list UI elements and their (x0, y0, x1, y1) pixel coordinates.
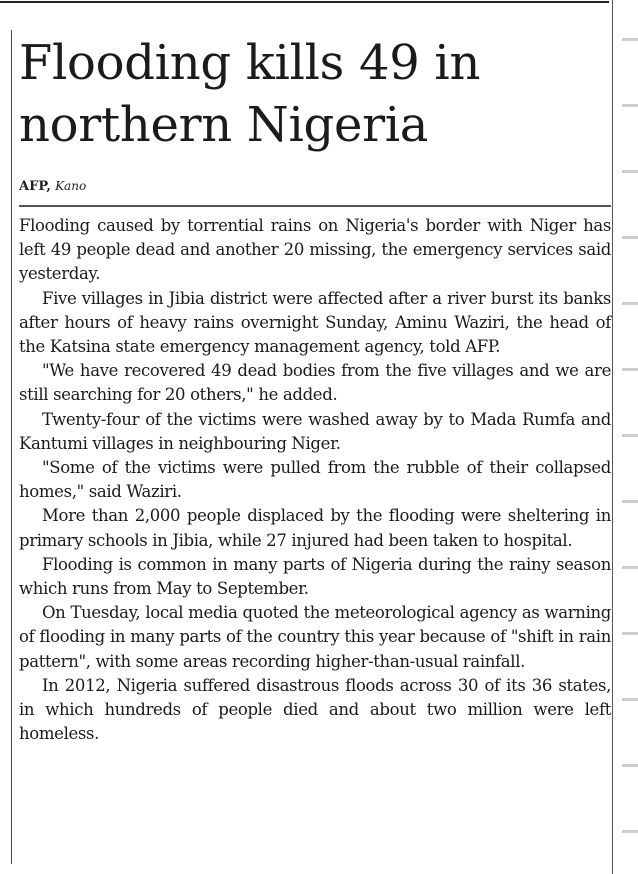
paragraph: Twenty-four of the victims were washed away by to Mada Rumfa and Kantumi villages in neighbouring Niger. (19, 409, 611, 453)
byline (19, 178, 86, 195)
paragraph: More than 2,000 people displaced by the flooding were sheltering in primary schools in Jibia, while 27 injured had been taken to hospital. (19, 506, 611, 550)
paragraph: "Some of the victims were pulled from the rubble of their collapsed homes," said Waziri. (19, 458, 611, 502)
byline-rule (19, 205, 611, 207)
paragraph: Flooding is common in many parts of Nigeria during the rainy season which runs from May to September. (19, 554, 611, 599)
paragraph: On Tuesday, local media quoted the meteorological agency as warning of flooding in many parts of the country this year because of "shift in rain pattern", with some areas recording higher-than-usual rainfall. (19, 603, 611, 671)
paragraph: Five villages in Jibia district were affected after a river burst its banks after hours of heavy rains overnight Sunday, Aminu Waziri, the head of the Katsina state emergency management agency, told AFP. (19, 288, 611, 357)
paragraph: Flooding caused by torrential rains on Nigeria's border with Niger has left 49 people dead and another 20 missing, the emergency services said yesterday. (19, 216, 611, 284)
byline-agency: AFP, (19, 179, 51, 194)
paragraph: In 2012, Nigeria suffered disastrous floods across 30 of its 36 states, in which hundreds of people died and about two million were left homeless. (19, 675, 611, 744)
headline: Flooding kills 49 in northern Nigeria (19, 35, 481, 153)
column-rule-right (612, 0, 613, 874)
byline-place: Kano (55, 179, 87, 193)
adjacent-column-edge (622, 0, 638, 874)
paragraph: "We have recovered 49 dead bodies from the five villages and we are still searching for 20 others," he added. (19, 361, 611, 405)
top-rule (0, 1, 609, 3)
article-body (19, 214, 611, 746)
column-rule-left (11, 30, 12, 864)
